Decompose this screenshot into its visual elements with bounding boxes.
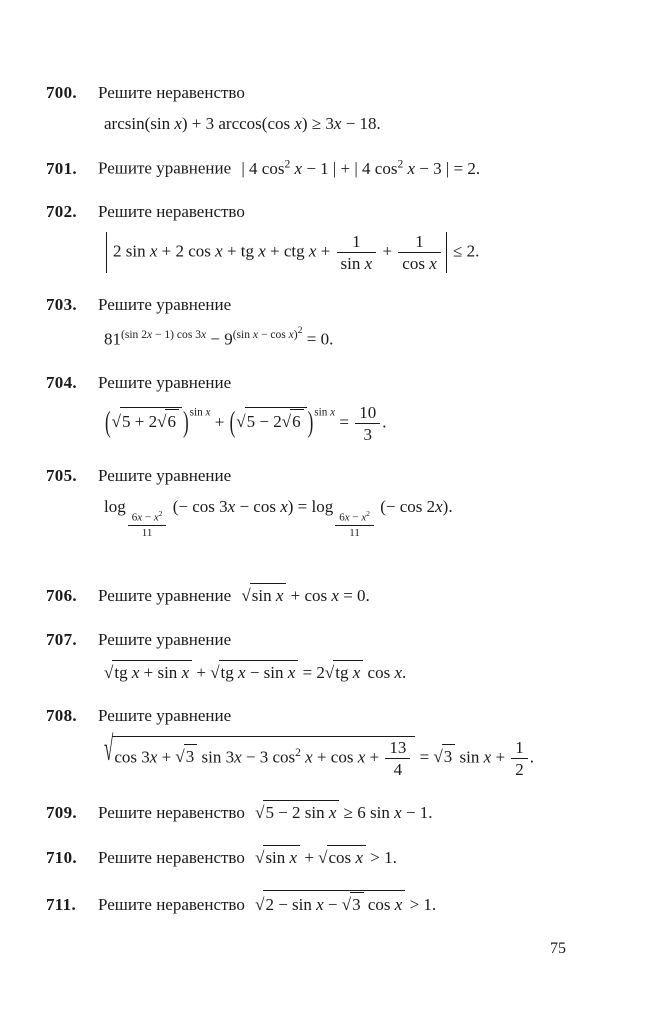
problem-formula: √ sin x + √ cos x > 1.	[255, 848, 397, 867]
problem-formula: log $_{\frac{6x - x^2}{11}}$ (− cos 3x − cos x) = log $_{\frac{6x - x^2}{11}}$ (− cos 2x).	[104, 497, 453, 539]
problem-body	[98, 890, 634, 916]
problem-number: 706.	[46, 586, 77, 606]
problem-formula: √ tg x + sin x + √ tg x − sin x = 2 √ tg x cos x.	[104, 660, 634, 684]
problem-number: 703.	[46, 295, 77, 315]
problem-formula: √ cos 3x + √ 3 sin 3x − 3 $\cos^2 x + \cos x$ + $\frac{13}{4}$ = √ 3 sin x + $\frac{1}{2}$ .	[104, 736, 634, 779]
problem-number: 705.	[46, 465, 77, 485]
problem-formula: √ 5 − 2 sin x ≥ 6 sin x − 1.	[255, 803, 432, 822]
problem-item-707	[46, 629, 634, 684]
problem-item-705	[46, 465, 634, 554]
problem-instruction: Решите неравенство	[98, 83, 245, 102]
problem-number: 701.	[46, 158, 77, 178]
problem-item-704	[46, 372, 634, 444]
problem-instruction: Решите уравнение	[98, 295, 232, 315]
page-number: 75	[550, 940, 566, 957]
problem-instruction: Решите уравнение	[98, 465, 232, 485]
problem-formula: $81^{(sin 2x - 1) cos 3x} - 9^{(sin x - cos x)^2} = 0$.	[104, 325, 334, 349]
problem-item-703	[46, 294, 634, 351]
problem-number: 708.	[46, 705, 77, 725]
problem-instruction: Решите неравенство	[98, 847, 245, 867]
problem-formula: 2 sin x + 2 cos x + tg x + ctg x + $\frac{1}{\text{sin x}}$ + $\frac{1}{\text{cos x}}$ ≤ 2.	[104, 232, 634, 273]
problem-body	[98, 156, 634, 180]
problem-body	[98, 583, 634, 607]
problem-body	[98, 800, 634, 824]
problem-number: 709.	[46, 802, 77, 822]
problem-item-701	[46, 156, 634, 180]
problem-body	[98, 201, 634, 273]
problem-number: 702.	[46, 201, 77, 221]
problem-body	[98, 845, 634, 869]
problem-formula: √ 2 − sin x − √ 3 cos x > 1.	[255, 895, 436, 914]
problem-formula: arcsin(sin x) + 3 arccos(cos x) ≥ 3x − 18.	[104, 114, 381, 134]
problem-item-700	[46, 82, 634, 135]
problem-item-709	[46, 800, 634, 824]
problem-item-708	[46, 705, 634, 779]
problem-body	[98, 705, 634, 779]
problem-formula: ( √ 5 + 2 √ 6 )$^{sin x}$ + ( √ 5 − 2 √ 6 )$^{sin x}$ = $\frac{10}{3}$ .	[104, 403, 634, 444]
problem-body	[98, 82, 634, 135]
problem-body	[98, 372, 634, 444]
problem-body	[98, 629, 634, 684]
problem-item-702	[46, 201, 634, 273]
problem-instruction: Решите уравнение	[98, 372, 232, 392]
problem-instruction: Решите уравнение	[98, 158, 232, 178]
problem-item-711	[46, 890, 634, 916]
problem-instruction: Решите неравенство	[98, 802, 245, 822]
problem-instruction: Решите неравенство	[98, 201, 245, 221]
problem-instruction: Решите уравнение	[98, 629, 232, 649]
problem-number: 700.	[46, 83, 77, 102]
problem-body	[98, 294, 634, 351]
problem-item-710	[46, 845, 634, 869]
problem-instruction: Решите уравнение	[98, 705, 232, 725]
problem-body	[98, 465, 634, 554]
problem-formula: | 4 $\cos^2 x - 1$ | + | 4 $\cos^2 x - 3$ | = 2.	[241, 157, 481, 178]
problem-instruction: Решите неравенство	[98, 895, 245, 915]
problem-formula: √ sin x + cos x = 0.	[241, 586, 369, 605]
problem-instruction: Решите уравнение	[98, 586, 232, 606]
problem-number: 710.	[46, 847, 77, 867]
problem-item-706	[46, 583, 634, 607]
problem-number: 704.	[46, 372, 77, 392]
problem-number: 711.	[46, 895, 77, 915]
problem-number: 707.	[46, 629, 77, 649]
